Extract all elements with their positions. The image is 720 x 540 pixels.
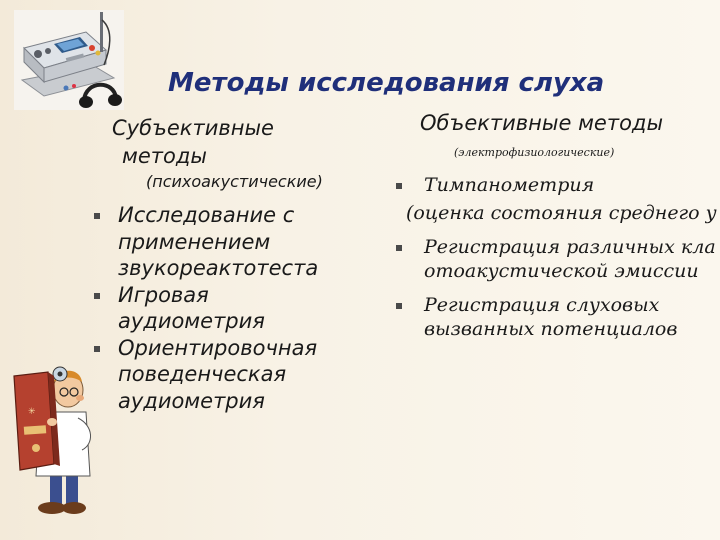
doctor-reading-image — [8, 352, 100, 520]
list-item-line: вызванных потенциалов — [424, 318, 678, 340]
list-item-line: Регистрация различных кла — [424, 236, 716, 258]
objective-methods-heading: Объективные методы — [420, 111, 664, 135]
list-item-line: поведенческая — [118, 362, 287, 386]
list-item — [118, 282, 378, 335]
bullet-icon — [396, 245, 402, 251]
list-item-line: аудиометрия — [118, 388, 265, 413]
subjective-methods-list — [118, 202, 378, 414]
subjective-subheading: (психоакустические) — [146, 172, 323, 191]
bullet-icon — [94, 293, 100, 299]
list-item-line: Тимпанометрия — [424, 174, 595, 196]
audiometer-image — [14, 10, 124, 110]
svg-text:✳: ✳ — [28, 407, 36, 417]
bullet-icon — [94, 213, 100, 219]
bullet-icon — [396, 183, 402, 189]
list-item-line: аудиометрия — [118, 309, 265, 333]
list-item-line: отоакустической эмиссии — [424, 260, 699, 282]
subjective-heading-line2: методы — [122, 144, 207, 168]
subjective-methods-heading — [112, 114, 274, 170]
list-item-line: звукореактотеста — [118, 256, 319, 280]
list-item-line: Исследование с — [118, 203, 295, 227]
slide-title: Методы исследования слуха — [168, 68, 605, 98]
list-item-line: Игровая — [118, 282, 209, 307]
list-item-line: Ориентировочная — [118, 335, 318, 360]
list-item — [118, 335, 378, 415]
bullet-icon — [94, 346, 100, 352]
objective-methods-list — [396, 173, 720, 341]
list-item-line: Регистрация слуховых — [424, 294, 660, 316]
subjective-heading-line1: Субъективные — [112, 116, 274, 140]
list-item-line: применением — [118, 229, 271, 254]
bullet-icon — [396, 303, 402, 309]
list-item-line: (оценка состояния среднего у — [406, 202, 717, 224]
list-item — [396, 293, 720, 341]
objective-subheading: (электрофизиологические) — [454, 146, 615, 159]
list-item — [118, 202, 378, 282]
list-item — [396, 235, 720, 283]
list-item — [396, 173, 720, 225]
